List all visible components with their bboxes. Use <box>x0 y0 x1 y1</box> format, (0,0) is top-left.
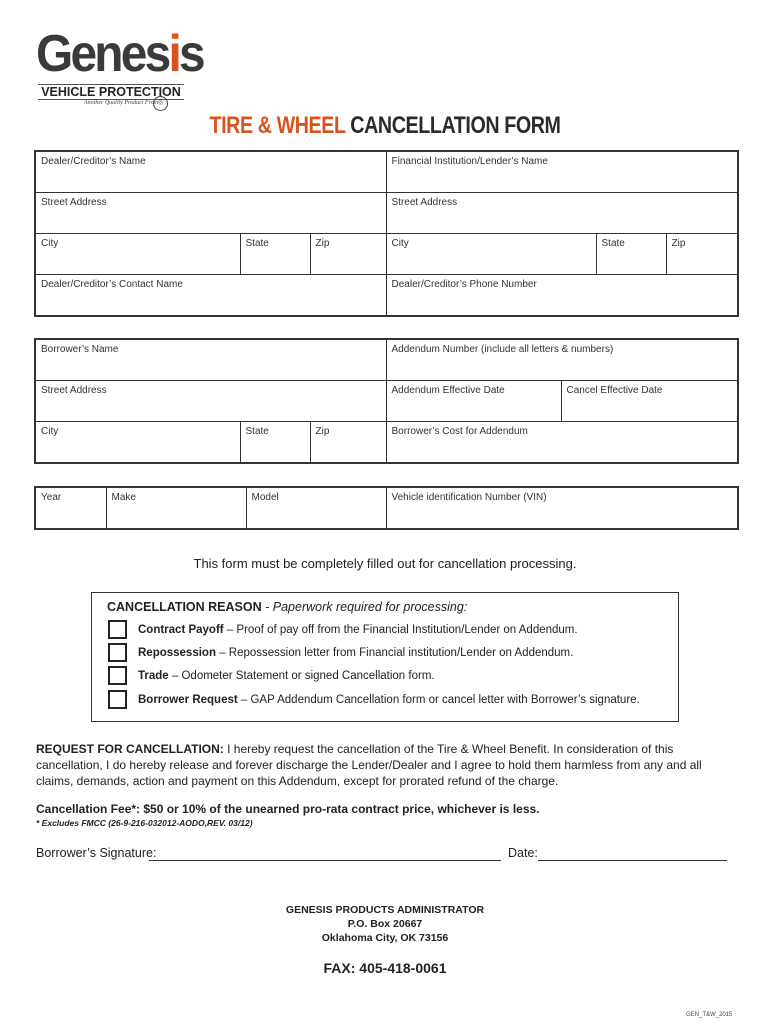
administrator-address <box>0 903 770 945</box>
trade-option <box>138 670 435 682</box>
trade-checkbox[interactable] <box>108 666 127 685</box>
option-label: Trade <box>138 670 169 682</box>
dealer-table <box>34 150 739 317</box>
borrower-name-label: Borrower’s Name <box>41 344 119 355</box>
borrower-street-label: Street Address <box>41 385 107 396</box>
cancellation-reason-heading <box>107 600 467 614</box>
date-line[interactable] <box>538 860 727 861</box>
option-desc: – GAP Addendum Cancellation form or cancel letter with Borrower’s signature. <box>237 694 640 706</box>
dealer-city-field[interactable] <box>35 234 240 275</box>
cancellation-fee: Cancellation Fee*: $50 or 10% of the unearned pro-rata contract price, whichever is less. <box>36 802 540 816</box>
phone-number-label: Dealer/Creditor’s Phone Number <box>391 279 537 290</box>
dealer-zip-field[interactable] <box>310 234 386 275</box>
date-label: Date: <box>508 846 538 860</box>
dealer-city-label: City <box>41 238 59 249</box>
form-code: GEN_T&W_2015 <box>686 1012 733 1018</box>
option-desc: – Proof of pay off from the Financial Institution/Lender on Addendum. <box>223 624 578 636</box>
lender-city-label: City <box>391 238 409 249</box>
logo-brand-prefix: Genes <box>36 25 169 83</box>
borrower-state-label: State <box>245 426 269 437</box>
borrower-request-option <box>138 694 640 706</box>
logo-subtitle: VEHICLE PROTECTION <box>38 84 184 100</box>
dealer-name-field[interactable] <box>35 151 386 193</box>
logo-brand-accent: i <box>168 25 180 83</box>
logo-tagline: Another Quality Product From <box>84 100 159 106</box>
dealer-zip-label: Zip <box>315 238 330 249</box>
dealer-street-field[interactable] <box>35 193 386 234</box>
request-label: REQUEST FOR CANCELLATION: <box>36 742 224 756</box>
addendum-effective-field[interactable] <box>386 381 561 422</box>
request-for-cancellation <box>36 741 736 789</box>
model-label: Model <box>251 492 279 503</box>
contact-name-field[interactable] <box>35 275 386 317</box>
dealer-state-field[interactable] <box>240 234 310 275</box>
repossession-checkbox[interactable] <box>108 643 127 662</box>
lender-state-label: State <box>601 238 625 249</box>
vin-field[interactable] <box>386 487 738 529</box>
admin-city: Oklahoma City, OK 73156 <box>321 932 449 944</box>
phone-number-field[interactable] <box>386 275 738 317</box>
lender-zip-label: Zip <box>671 238 686 249</box>
year-label: Year <box>41 492 62 503</box>
addendum-effective-label: Addendum Effective Date <box>391 385 505 396</box>
borrower-city-field[interactable] <box>35 422 240 464</box>
lender-street-label: Street Address <box>391 197 458 208</box>
vehicle-table <box>34 486 739 530</box>
option-desc: – Repossession letter from Financial institution/Lender on Addendum. <box>215 647 574 659</box>
option-desc: – Odometer Statement or signed Cancellation form. <box>168 670 435 682</box>
repossession-option <box>138 647 573 659</box>
admin-name: GENESIS PRODUCTS ADMINISTRATOR <box>285 904 485 916</box>
genesis-logo <box>36 25 203 83</box>
lender-state-field[interactable] <box>596 234 666 275</box>
fax-number: FAX: 405-418-0061 <box>323 960 447 976</box>
dealer-street-label: Street Address <box>41 197 107 208</box>
borrower-request-checkbox[interactable] <box>108 690 127 709</box>
title-main: CANCELLATION FORM <box>345 112 561 139</box>
lender-city-field[interactable] <box>386 234 596 275</box>
make-label: Make <box>111 492 136 503</box>
cancel-effective-field[interactable] <box>561 381 738 422</box>
completion-note: This form must be completely filled out for cancellation processing. <box>193 556 577 571</box>
addendum-number-field[interactable] <box>386 339 738 381</box>
borrower-table <box>34 338 739 464</box>
borrower-street-field[interactable] <box>35 381 386 422</box>
lender-zip-field[interactable] <box>666 234 738 275</box>
signature-label: Borrower’s Signature: <box>36 846 157 860</box>
option-label: Contract Payoff <box>138 624 224 636</box>
dealer-state-label: State <box>245 238 269 249</box>
addendum-number-label: Addendum Number (include all letters & numbers) <box>391 344 614 355</box>
borrower-city-label: City <box>41 426 59 437</box>
seal-icon: ◎ <box>153 96 168 111</box>
signature-line[interactable] <box>149 860 501 861</box>
borrower-zip-field[interactable] <box>310 422 386 464</box>
borrower-state-field[interactable] <box>240 422 310 464</box>
page-title <box>69 112 700 140</box>
lender-name-label: Financial Institution/Lender’s Name <box>391 156 548 167</box>
title-accent: TIRE & WHEEL <box>209 112 346 139</box>
dealer-name-label: Dealer/Creditor’s Name <box>41 156 146 167</box>
admin-po-box: P.O. Box 20667 <box>347 918 423 930</box>
borrower-zip-label: Zip <box>315 426 330 437</box>
lender-street-field[interactable] <box>386 193 738 234</box>
reason-heading-label: CANCELLATION REASON <box>107 600 262 614</box>
request-text: I hereby request the cancellation of the Tire & Wheel Benefit. In consideration of this cancellation, I do hereby release and forever discharge the Lender/Dealer and I agree to hold them harmless from any and all claims, demands, action and payment on this Addendum, except for prorated refund of the charge. <box>36 742 702 788</box>
make-field[interactable] <box>106 487 246 529</box>
year-field[interactable] <box>35 487 106 529</box>
option-label: Borrower Request <box>138 694 238 706</box>
borrower-name-field[interactable] <box>35 339 386 381</box>
cancellation-fee-note: * Excludes FMCC (26-9-216-032012-AODO,REV. 03/12) <box>36 818 253 828</box>
cancel-effective-label: Cancel Effective Date <box>566 385 663 396</box>
borrower-cost-label: Borrower’s Cost for Addendum <box>391 426 528 437</box>
contract-payoff-checkbox[interactable] <box>108 620 127 639</box>
contact-name-label: Dealer/Creditor’s Contact Name <box>41 279 183 290</box>
borrower-cost-field[interactable] <box>386 422 738 464</box>
model-field[interactable] <box>246 487 386 529</box>
option-label: Repossession <box>138 647 216 659</box>
logo-brand-suffix: s <box>179 25 203 83</box>
lender-name-field[interactable] <box>386 151 738 193</box>
contract-payoff-option <box>138 624 578 636</box>
reason-heading-sub: - Paperwork required for processing: <box>261 600 468 614</box>
vin-label: Vehicle identification Number (VIN) <box>391 492 547 503</box>
